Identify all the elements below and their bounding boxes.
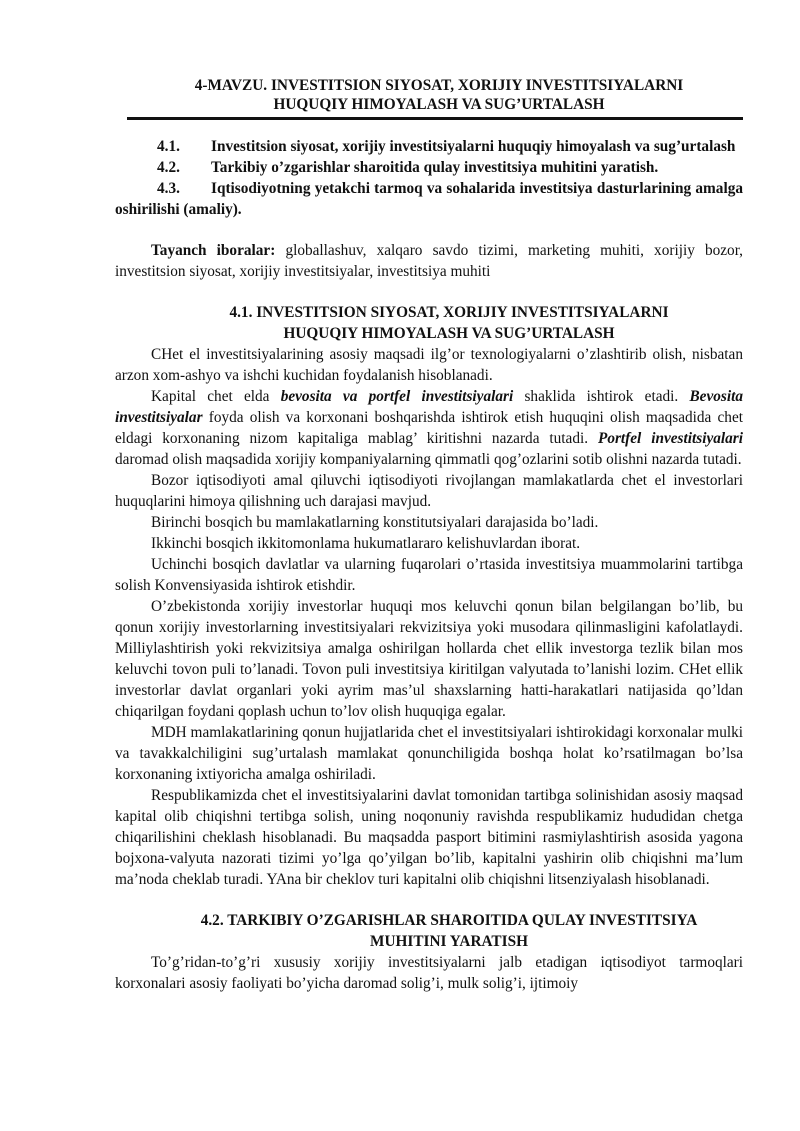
- keywords-paragraph: [115, 240, 743, 282]
- paragraph-8: MDH mamlakatlarining qonun hujjatlarida chet el investitsiyalari ishtirokidagi korxonalar mulki va tavakkalchiligini sug’urtalash mamlakat qonunchiligida boshqa holat ko’rsatilmagan bo’lsa korxonaning ixtiyoricha amalga oshiriladi.: [115, 724, 743, 783]
- toc-number: 4.1.: [157, 138, 180, 155]
- section-4-2-heading-line-2: MUHITINI YARATISH: [370, 933, 528, 950]
- keywords-label: Tayanch iboralar:: [151, 242, 276, 259]
- term-direct-investments: Bevosita investitsiyalar: [115, 388, 743, 426]
- section-4-1-heading-line-1: 4.1. INVESTITSION SIYOSAT, XORIJIY INVESTITSIYALARNI: [229, 304, 669, 321]
- document-title-line-2: HUQUQIY HIMOYALASH VA SUG’URTALASH: [273, 96, 605, 113]
- paragraph-2-part-c: shaklida ishtirok etadi.: [513, 388, 690, 405]
- paragraph-7: O’zbekistonda xorijiy investorlar huquqi mos keluvchi qonun bilan belgilangan bo’lib, bu qonun xorijiy investorlarning investitsiyalari rekvizitsiya yoki musodara qilinmasligini kafolatlaydi. Milliylashtirish yoki rekvizitsiya amalga oshirilgan hollarda chet ellik investorga tezlik bilan mos keluvchi tovon puli to’lanadi. Tovon puli investitsiya kiritilgan valyutada to’lanishi lozim. CHet ellik investorlar davlat organlari yoki ayrim mas’ul shaxslarning hatti-harakatlari natijasida qo’ldan chiqarilgan foydani qoplash uchun to’lov olish huquqiga egalar.: [115, 598, 743, 720]
- section-4-1-heading-line-2: HUQUQIY HIMOYALASH VA SUG’URTALASH: [283, 325, 615, 342]
- keywords-text: globallashuv, xalqaro savdo tizimi, marketing muhiti, xorijiy bozor, investitsion siyosat, xorijiy investitsiyalar, investitsiya muhiti: [115, 242, 744, 280]
- paragraph-4: Birinchi bosqich bu mamlakatlarning konstitutsiyalari darajasida bo’ladi.: [151, 514, 599, 531]
- paragraph-6: Uchinchi bosqich davlatlar va ularning fuqarolari o’rtasida investitsiya muammolarini tartibga solish Konvensiyasida ishtirok etishdir.: [115, 556, 743, 594]
- paragraph-2-part-g: daromad olish maqsadida xorijiy kompaniyalarning qimmatli qog’ozlarini sotib olishni nazarda tutadi.: [115, 451, 742, 468]
- paragraph-9: Respublikamizda chet el investitsiyalarini davlat tomonidan tartibga solinishidan asosiy maqsad kapital olib chiqishni tertibga solish, uning noqonuniy ravishda respublikamiz hududidan chetga chiqarilishini cheklash hisoblanadi. Bu maqsadda pasport bitimini rasmiylashtirish asosida yagona bojxona-valyuta nazorati tizimi yo’lga qo’yilgan bo’lib, kapitalni yashirin olib chiqishni ma’lum ma’noda cheklab turadi. YAna bir cheklov turi kapitalni olib chiqishni litsenziyalash hisoblanadi.: [115, 787, 743, 888]
- toc-text: Investitsion siyosat, xorijiy investitsiyalarni huquqiy himoyalash va sug’urtalash: [211, 138, 736, 155]
- toc-number: 4.2.: [157, 159, 180, 176]
- paragraph-2: [115, 386, 743, 470]
- toc-item-4-2: [115, 157, 743, 178]
- paragraph-2-part-a: Kapital chet elda: [151, 388, 281, 405]
- title-divider: [127, 117, 743, 120]
- toc-text: Tarkibiy o’zgarishlar sharoitida qulay investitsiya muhitini yaratish.: [211, 159, 659, 176]
- toc-number: 4.3.: [157, 180, 180, 197]
- document-title: [115, 76, 743, 114]
- document-page: [115, 72, 743, 994]
- paragraph-5: Ikkinchi bosqich ikkitomonlama hukumatlararo kelishuvlardan iborat.: [151, 535, 581, 552]
- section-4-1-heading: [115, 302, 743, 344]
- toc-item-4-1: [115, 136, 743, 157]
- term-portfolio-investments: Portfel investitsiyalari: [597, 430, 743, 447]
- document-title-line-1: 4-MAVZU. INVESTITSION SIYOSAT, XORIJIY INVESTITSIYALARNI: [194, 77, 684, 94]
- term-direct-and-portfolio: bevosita va portfel investitsiyalari: [280, 388, 514, 405]
- paragraph-3: Bozor iqtisodiyoti amal qiluvchi iqtisodiyoti rivojlangan mamlakatlarda chet el investorlari huquqlarini himoya qilishning uch darajasi mavjud.: [115, 472, 743, 510]
- paragraph-2-part-e: foyda olish va korxonani boshqarishda ishtirok etish huquqini olish maqsadida chet eldagi korxonaning nizom kapitaliga mablag’ kiritishni nazarda tutadi.: [115, 409, 743, 447]
- toc-text: Iqtisodiyotning yetakchi tarmoq va sohalarida investitsiya dasturlarining amalga oshirilishi (amaliy).: [115, 180, 743, 218]
- paragraph-1: CHet el investitsiyalarining asosiy maqsadi ilg’or texnologiyalarni o’zlashtirib olish, nisbatan arzon xom-ashyo va ishchi kuchidan foydalanish hisoblanadi.: [115, 346, 743, 384]
- toc-item-4-3: [115, 178, 743, 220]
- section-4-2-heading-line-1: 4.2. TARKIBIY O’ZGARISHLAR SHAROITIDA QULAY INVESTITSIYA: [200, 912, 698, 929]
- section-4-2-heading: [115, 910, 743, 952]
- paragraph-10: To’g’ridan-to’g’ri xususiy xorijiy investitsiyalarni jalb etadigan iqtisodiyot tarmoqlari korxonalari asosiy faoliyati bo’yicha daromad solig’i, mulk solig’i, ijtimoiy: [115, 954, 743, 992]
